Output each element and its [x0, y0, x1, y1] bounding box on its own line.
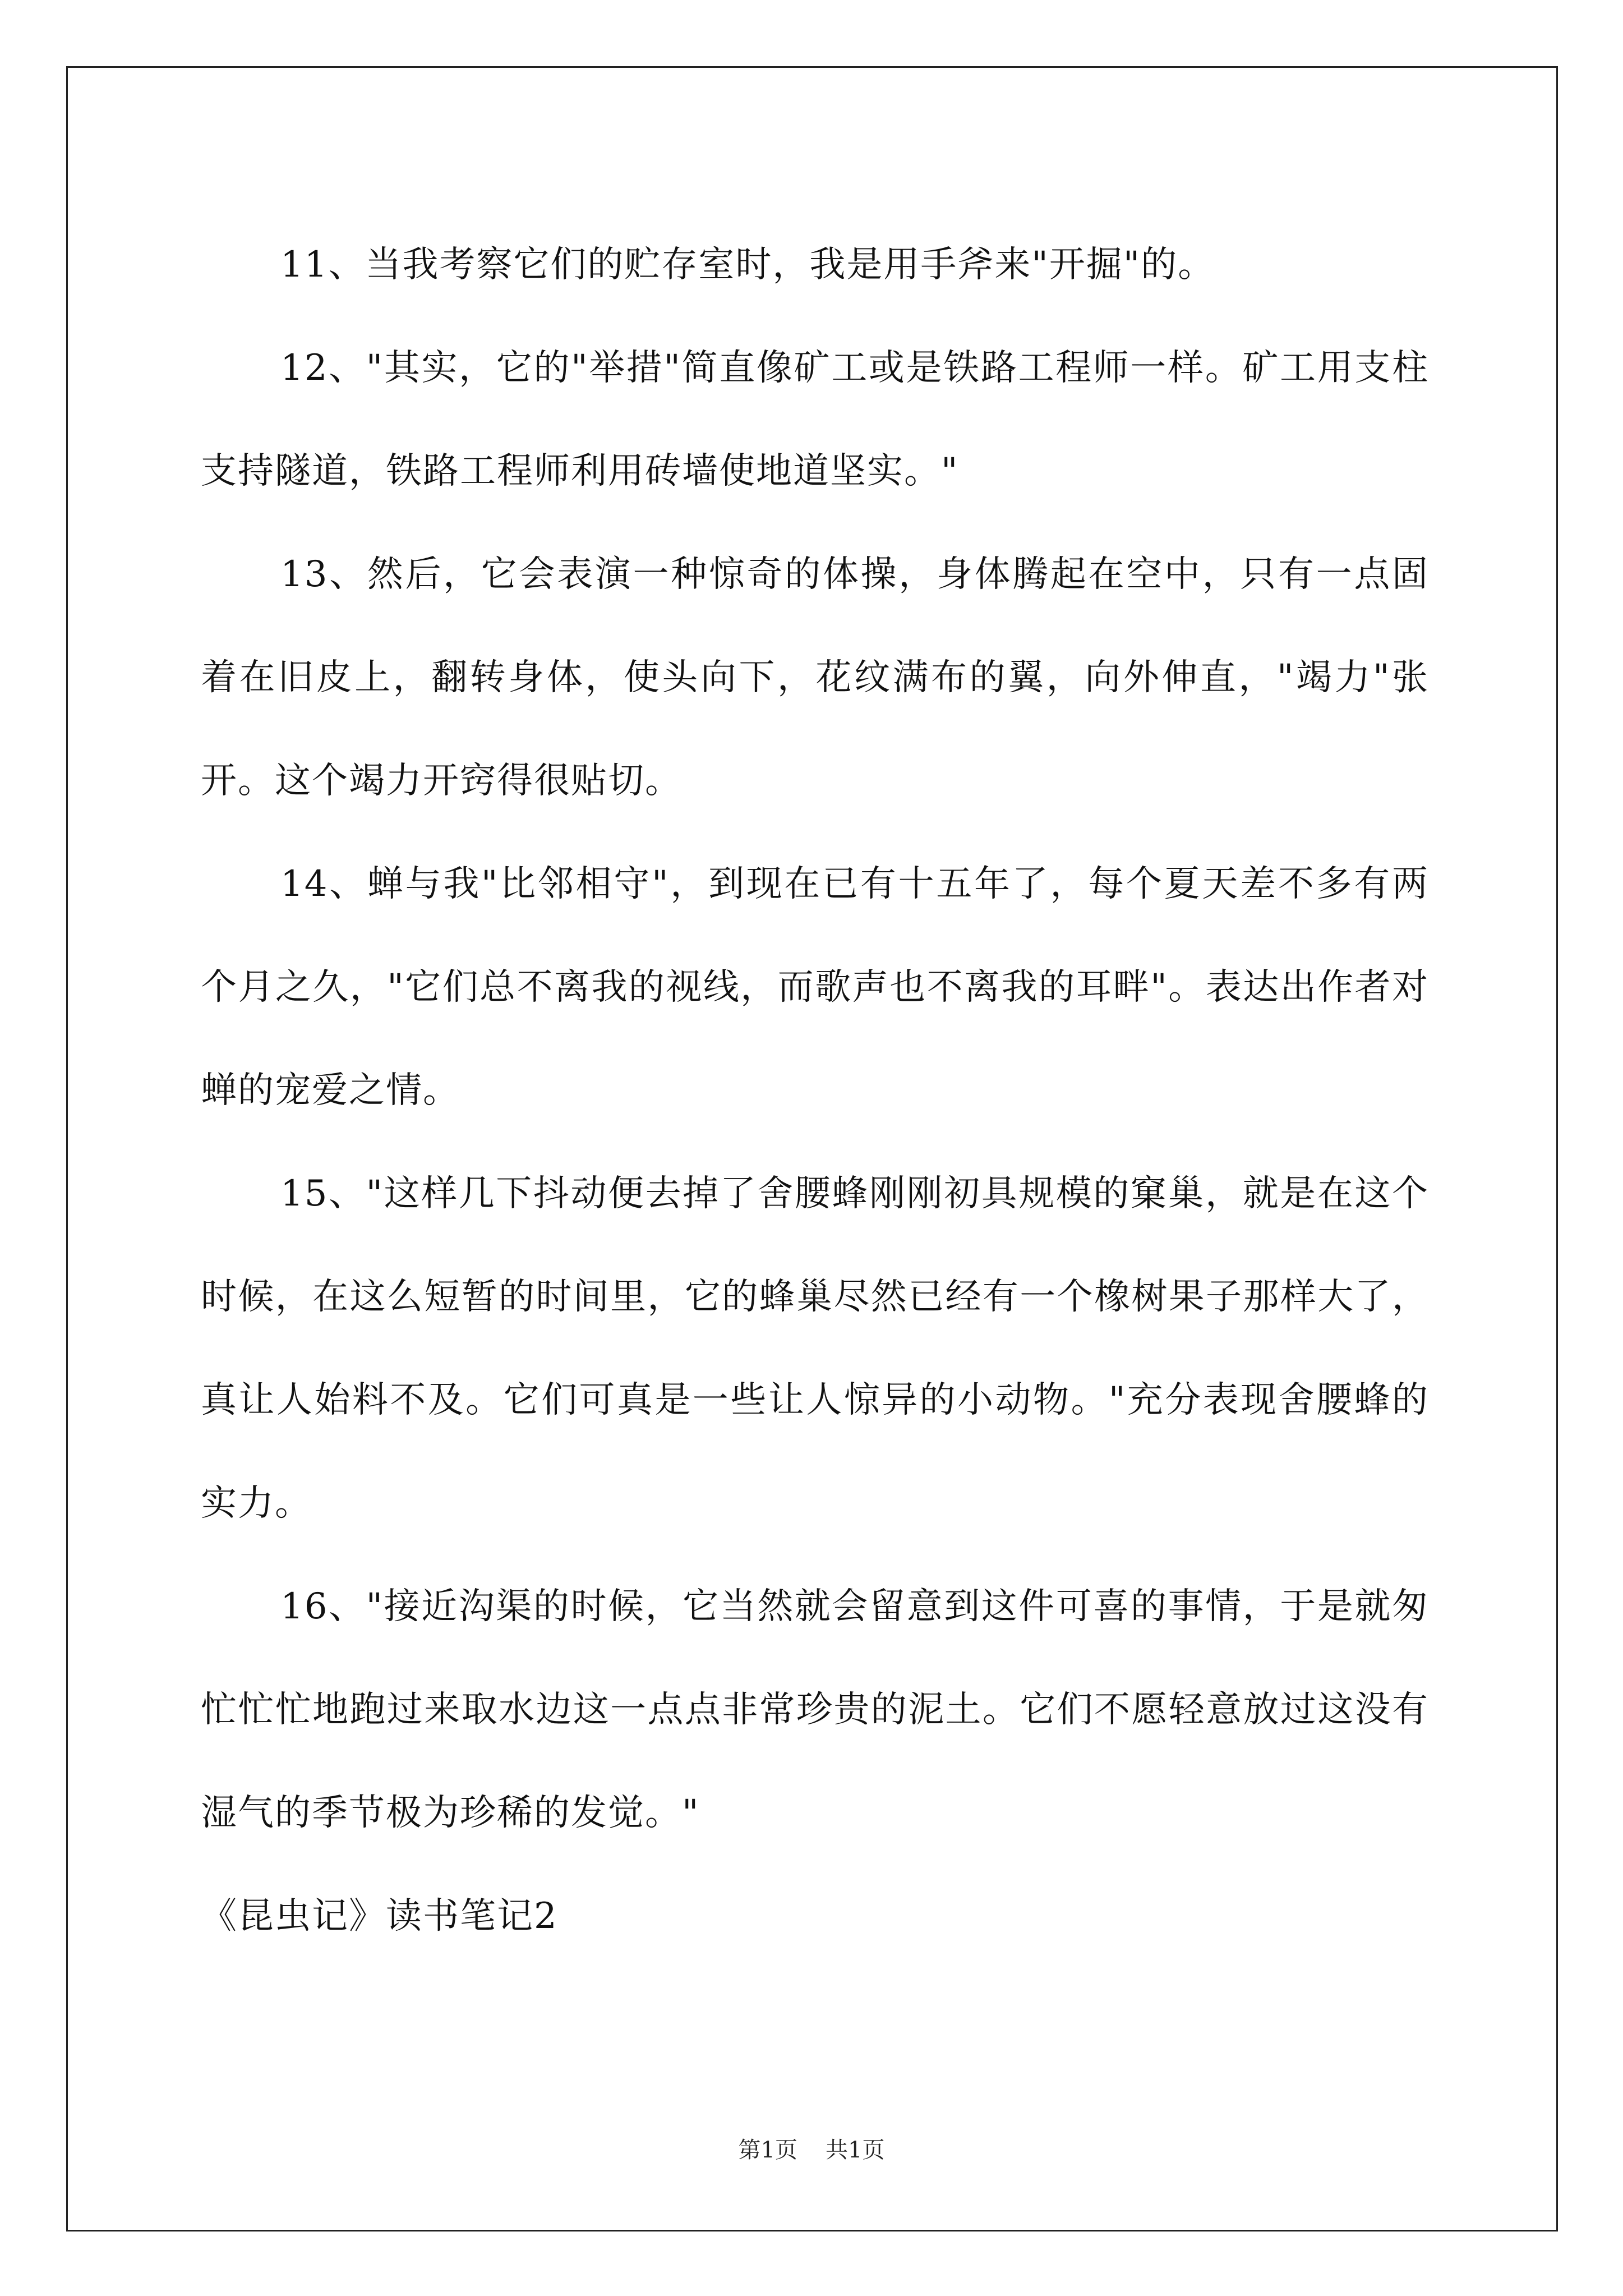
paragraph-15: 15、"这样几下抖动便去掉了舍腰蜂刚刚初具规模的窠巢，就是在这个时候，在这么短暂的时间里，它的蜂巢尽然已经有一个橡树果子那样大了，真让人始料不及。它们可真是一些让人惊异的小动物。"充分表现舍腰蜂的实力。 — [201, 1173, 1429, 1524]
paragraph-12: 12、"其实，它的"举措"简直像矿工或是铁路工程师一样。矿工用支柱支持隧道，铁路工程师利用砖墙使地道坚实。" — [201, 347, 1429, 492]
document-body — [201, 213, 1429, 1968]
paragraph-13: 13、然后，它会表演一种惊奇的体操，身体腾起在空中，只有一点固着在旧皮上，翻转身体，使头向下，花纹满布的翼，向外伸直，"竭力"张开。这个竭力开窍得很贴切。 — [201, 554, 1429, 802]
page-total: 共1页 — [826, 2137, 885, 2163]
page-number: 第1页 — [738, 2137, 797, 2163]
paragraph-16: 16、"接近沟渠的时候，它当然就会留意到这件可喜的事情，于是就匆忙忙忙地跑过来取水边这一点点非常珍贵的泥土。它们不愿轻意放过这没有湿气的季节极为珍稀的发觉。" — [201, 1586, 1429, 1834]
paragraph-14: 14、蝉与我"比邻相守"，到现在已有十五年了，每个夏天差不多有两个月之久，"它们总不离我的视线，而歌声也不离我的耳畔"。表达出作者对蝉的宠爱之情。 — [201, 863, 1429, 1111]
section-heading: 《昆虫记》读书笔记2 — [201, 1895, 558, 1937]
page-footer — [0, 2136, 1623, 2164]
paragraph-11: 11、当我考察它们的贮存室时，我是用手斧来"开掘"的。 — [280, 244, 1215, 286]
